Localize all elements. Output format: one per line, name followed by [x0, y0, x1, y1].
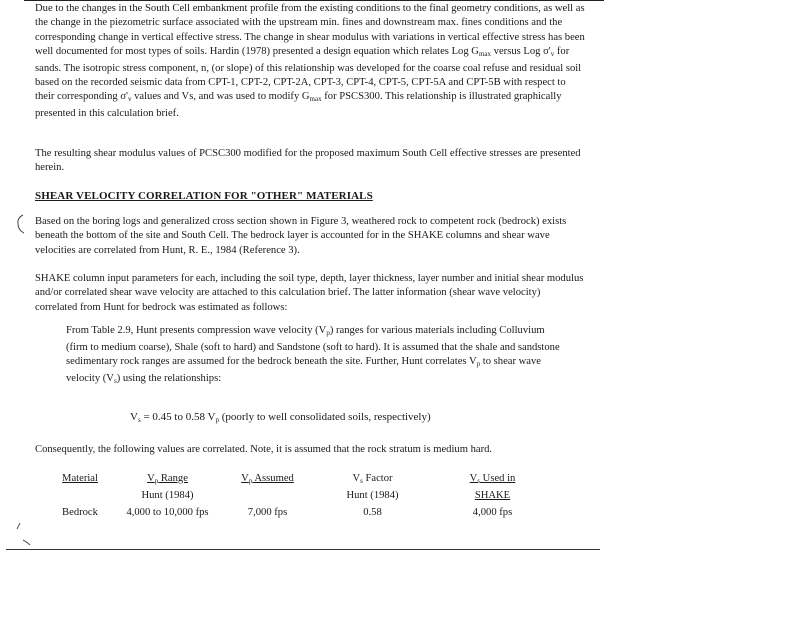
text-run: Due to the changes in the South Cell embankment profile from the existing conditions to the final geometry conditions, as well as the change in the piezometric surface associated with the upstream min. fines and downstream max. fines conditions and the corresponding change in vertical effective stress. The change in shear modulus with variations in vertical effective stress has been well documented for most types of soils. Hardin (1978) presented a design equation which relates Log G — [35, 3, 585, 58]
header-text: V — [241, 472, 249, 484]
text-run: ) ranges for various materials including Colluvium (firm to medium coarse), Shale (soft to hard) and Sandstone (soft to hard). It is assumed that the shale and sandstone sedimentary rock ranges are assumed for the bedrock beneath the site. Further, Hunt correlates V — [66, 325, 560, 367]
header-vp-assumed — [215, 470, 320, 487]
header-text: Range — [158, 472, 188, 484]
text-run: V — [130, 411, 138, 423]
subscript: p — [215, 416, 219, 424]
paragraph-shake-inputs: SHAKE column input parameters for each, including the soil type, depth, layer thickness, layer number and initial shear modulus and/or correlated shear wave velocity are attached to this calculation brief. The latter information (shear wave velocity) correlated from Hunt for bedrock was estimated as follows: — [35, 273, 584, 313]
margin-scribble-mark — [14, 520, 32, 546]
text-run: to shear wave velocity (V — [66, 356, 542, 384]
paragraph-effective-stress — [35, 2, 585, 121]
subscript: p — [326, 329, 330, 337]
header-text: Material — [62, 473, 98, 484]
subscript: p — [154, 476, 159, 485]
indented-hunt-paragraph — [66, 324, 566, 388]
table-cell: 4,000 fps — [472, 507, 513, 518]
table-row — [40, 504, 560, 521]
table-cell: Bedrock — [62, 507, 98, 518]
text-run: (poorly to well consolidated soils, respectively) — [218, 411, 431, 423]
paragraph-consequently: Consequently, the following values are correlated. Note, it is assumed that the rock stratum is medium hard. — [35, 444, 493, 455]
subscript: v — [550, 50, 555, 59]
top-rule — [24, 0, 604, 1]
text-run: versus Log σ' — [491, 46, 551, 58]
table-cell: 4,000 to 10,000 fps — [126, 507, 209, 518]
header-material — [40, 470, 120, 487]
subscript: p — [476, 360, 481, 368]
subscript: s — [477, 476, 481, 485]
velocity-equation — [130, 411, 431, 424]
header-text: V — [147, 472, 155, 484]
bottom-rule — [6, 549, 600, 550]
text-run: for PSCS300. This relationship is illustrated graphically presented in this calculation brief. — [35, 91, 562, 119]
text-run: for sands. The isotropic stress component, n, (or slope) of this relationship was developed for the coarse coal refuse and residual soil based on the recorded seismic data from CPT-1, CPT-2, CPT-2A, CPT-3, CPT-4, CPT-5, CPT-5A and CPT-5B with respect to their corresponding σ' — [35, 46, 582, 103]
margin-bracket-mark — [14, 214, 26, 234]
section-heading: SHEAR VELOCITY CORRELATION FOR "OTHER" MATERIALS — [35, 190, 373, 202]
subheader-cell: SHAKE — [474, 490, 511, 501]
paragraph-shear-modulus-results: The resulting shear modulus values of PCSC300 modified for the proposed maximum South Cell effective stresses are presented herein. — [35, 148, 581, 174]
velocity-table — [40, 470, 560, 521]
table-cell: 0.58 — [363, 507, 382, 518]
header-vp-range — [120, 470, 215, 487]
subscript: v — [127, 95, 132, 104]
subscript: p — [248, 476, 253, 485]
subscript: s — [137, 416, 141, 424]
table-header-row — [40, 470, 560, 487]
subheader-cell: Hunt (1984) — [141, 490, 194, 501]
paragraph-bedrock: Based on the boring logs and generalized cross section shown in Figure 3, weathered rock to competent rock (bedrock) exists beneath the bottom of the site and South Cell. The bedrock layer is accounted for in the SHAKE columns and shear wave velocities are correlated from Hunt, R. E., 1984 (Reference 3). — [35, 216, 567, 256]
table-subheader-row — [40, 487, 560, 504]
header-text: Assumed — [252, 472, 294, 484]
subheader-cell — [215, 487, 320, 504]
text-run: ) using the relationships: — [116, 372, 222, 384]
subscript: max — [478, 50, 492, 59]
text-run: = 0.45 to 0.58 V — [140, 411, 216, 423]
header-text: V — [352, 472, 361, 484]
subheader-cell — [40, 487, 120, 504]
text-run: values and Vs, and was used to modify G — [131, 91, 310, 103]
subheader-cell: Hunt (1984) — [346, 490, 399, 501]
header-vs-factor — [320, 470, 425, 487]
subscript: max — [309, 95, 322, 104]
table-cell: 7,000 fps — [247, 507, 288, 518]
subscript: s — [360, 476, 363, 485]
header-text: Factor — [362, 472, 393, 484]
header-vs-used — [425, 470, 560, 487]
header-text: Used in — [480, 472, 516, 484]
subscript: s — [113, 376, 117, 385]
text-run: From Table 2.9, Hunt presents compression wave velocity (V — [66, 325, 327, 336]
header-text: V — [469, 472, 478, 484]
